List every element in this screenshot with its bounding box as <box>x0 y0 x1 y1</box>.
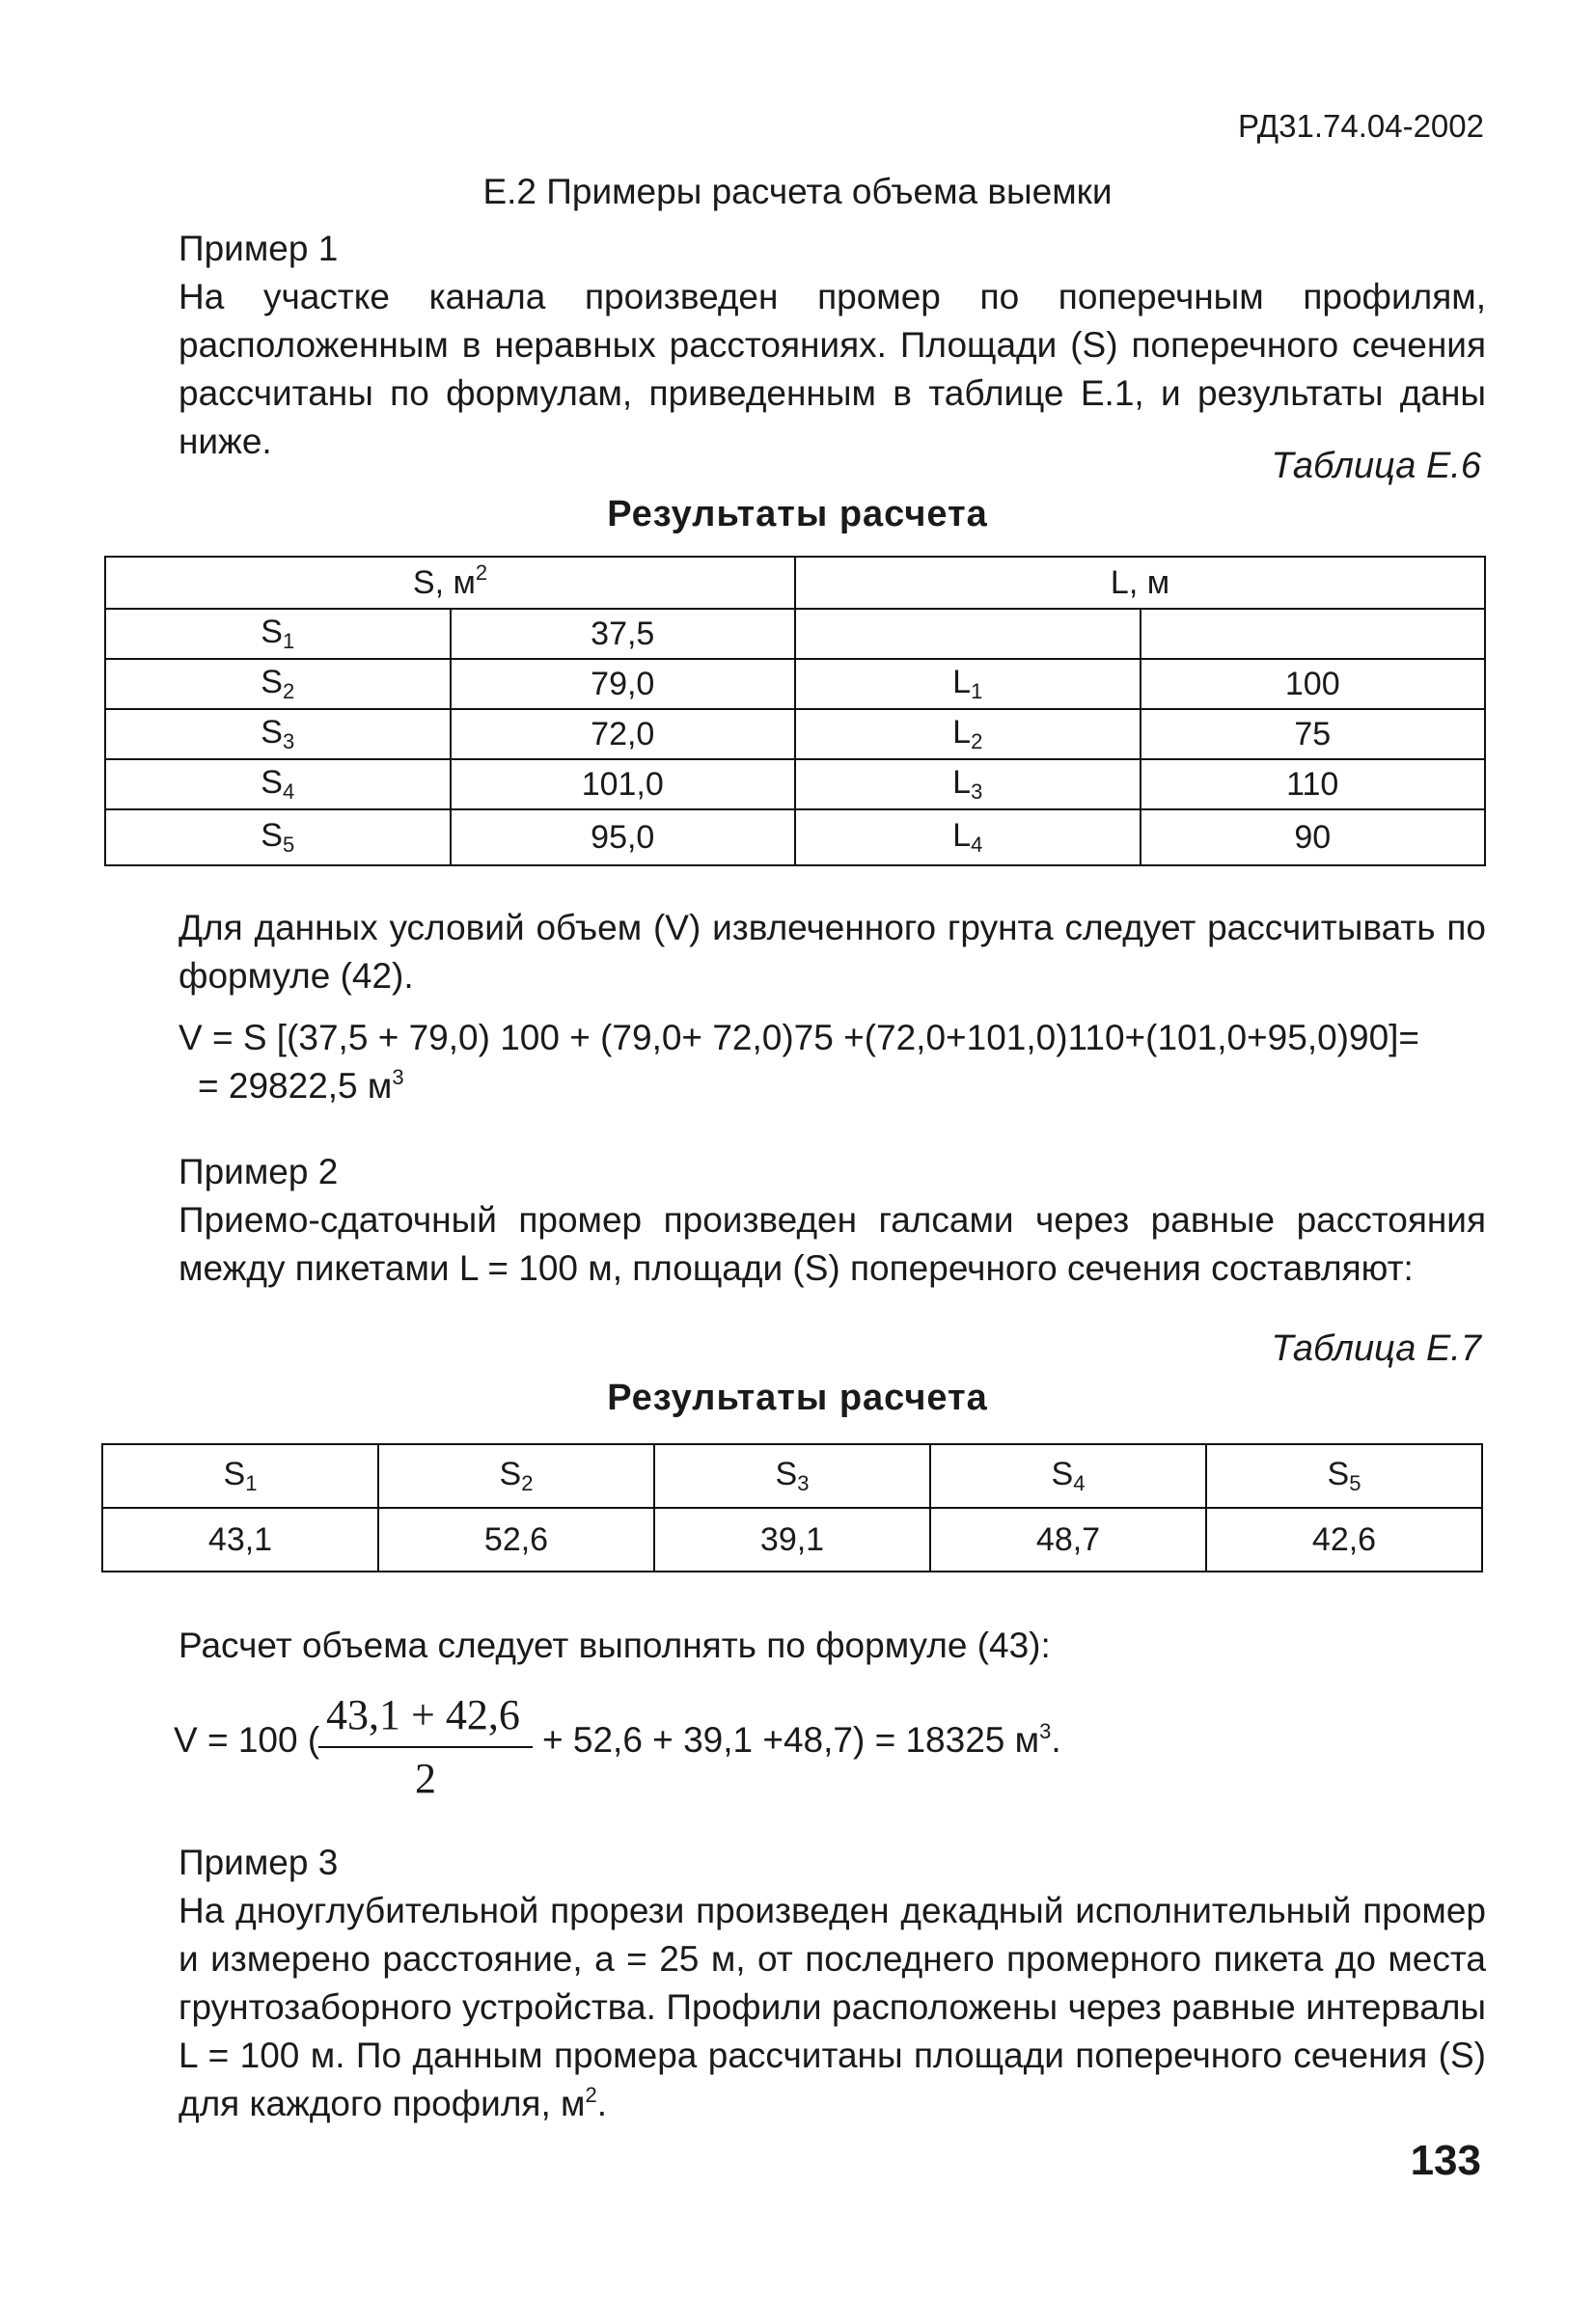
example-2-title: Пример 2 <box>179 1152 339 1191</box>
table-6-caption: Таблица Е.6 <box>1271 446 1481 486</box>
value-s3: 39,1 <box>654 1508 930 1572</box>
table-row <box>105 809 1485 865</box>
example-3-text: На дноуглубительной прорези произведен декадный исполнительный промер и измерено расстояние, а = 25 м, от последнего промерного пикета до места грунтозаборного устройства. Профили расположены через равные интервалы L = 100 м. По данным промера рассчитаны площади поперечного сечения (S) для каждого профиля, $м^2$. <box>179 1891 1486 2123</box>
cell-l-value: 75 <box>1141 709 1486 759</box>
paragraph-formula-43: Расчет объема следует выполнять по формуле (43): <box>179 1626 1051 1665</box>
cell-l-label: $L_1$ <box>795 659 1141 709</box>
paragraph-formula-42: Для данных условий объем (V) извлеченного грунта следует рассчитывать по формуле (42). <box>179 908 1486 996</box>
formula-43-suffix: + 52,6 + 39,1 +48,7) = 18325 $м^3$. <box>542 1719 1061 1760</box>
table-row <box>105 609 1485 659</box>
table-7-caption: Таблица Е.7 <box>1271 1328 1481 1369</box>
formula-43-denominator: 2 <box>415 1755 436 1802</box>
header-s2: $S_2$ <box>378 1444 654 1508</box>
cell-s-label: $S_1$ <box>105 609 451 659</box>
example-2-text: Приемо-сдаточный промер произведен галсами через равные расстояния между пикетами L = 100 м, площади (S) поперечного сечения составляют: <box>179 1200 1486 1288</box>
header-s1: $S_1$ <box>102 1444 378 1508</box>
example-3-title: Пример 3 <box>179 1843 339 1882</box>
table-7-title: Результаты расчета <box>607 1378 988 1418</box>
cell-l-label <box>795 609 1141 659</box>
table-7 <box>101 1443 1483 1572</box>
document-number: РД31.74.04-2002 <box>1237 108 1484 144</box>
table-row <box>105 759 1485 809</box>
value-s5: 42,6 <box>1206 1508 1482 1572</box>
formula-42-line-1: V = S [(37,5 + 79,0) 100 + (79,0+ 72,0)75 +(72,0+101,0)110+(101,0+95,0)90]= <box>179 1018 1420 1057</box>
cell-s-value: 37,5 <box>451 609 796 659</box>
cell-s-label: $S_3$ <box>105 709 451 759</box>
cell-s-label: $S_5$ <box>105 809 451 865</box>
cell-l-label: $L_3$ <box>795 759 1141 809</box>
value-s2: 52,6 <box>378 1508 654 1572</box>
cell-s-value: 72,0 <box>451 709 796 759</box>
header-s3: $S_3$ <box>654 1444 930 1508</box>
formula-43-numerator: 43,1 + 42,6 <box>326 1691 520 1738</box>
table-row <box>105 709 1485 759</box>
table-6-header-row <box>105 557 1485 609</box>
table-7-header-row <box>102 1444 1482 1508</box>
header-s4: $S_4$ <box>930 1444 1206 1508</box>
page-number: 133 <box>1410 2137 1481 2184</box>
example-1-title: Пример 1 <box>179 229 339 268</box>
header-l: L, м <box>795 557 1485 609</box>
cell-s-value: 101,0 <box>451 759 796 809</box>
example-1-text: На участке канала произведен промер по поперечным профилям, расположенным в неравных расстояниях. Площади (S) поперечного сечения рассчитаны по формулам, приведенным в таблице Е.1, и результаты даны ниже. <box>179 277 1486 461</box>
table-6 <box>104 556 1486 866</box>
cell-l-label: $L_2$ <box>795 709 1141 759</box>
cell-l-value: 90 <box>1141 809 1486 865</box>
formula-43-prefix: V = 100 ( <box>174 1720 320 1760</box>
header-s5: $S_5$ <box>1206 1444 1482 1508</box>
header-s: S, $м^2$ <box>105 557 795 609</box>
cell-s-label: $S_4$ <box>105 759 451 809</box>
formula-42-line-2: = 29822,5 $м^3$ <box>198 1065 404 1106</box>
cell-s-value: 79,0 <box>451 659 796 709</box>
cell-l-value: 110 <box>1141 759 1486 809</box>
fraction-bar <box>318 1746 533 1748</box>
cell-s-label: $S_2$ <box>105 659 451 709</box>
section-title: Е.2 Примеры расчета объема выемки <box>482 172 1113 211</box>
cell-l-value: 100 <box>1141 659 1486 709</box>
cell-l-value <box>1141 609 1486 659</box>
value-s1: 43,1 <box>102 1508 378 1572</box>
table-row <box>105 659 1485 709</box>
cell-l-label: $L_4$ <box>795 809 1141 865</box>
table-6-title: Результаты расчета <box>607 494 988 534</box>
table-row <box>102 1508 1482 1572</box>
value-s4: 48,7 <box>930 1508 1206 1572</box>
cell-s-value: 95,0 <box>451 809 796 865</box>
